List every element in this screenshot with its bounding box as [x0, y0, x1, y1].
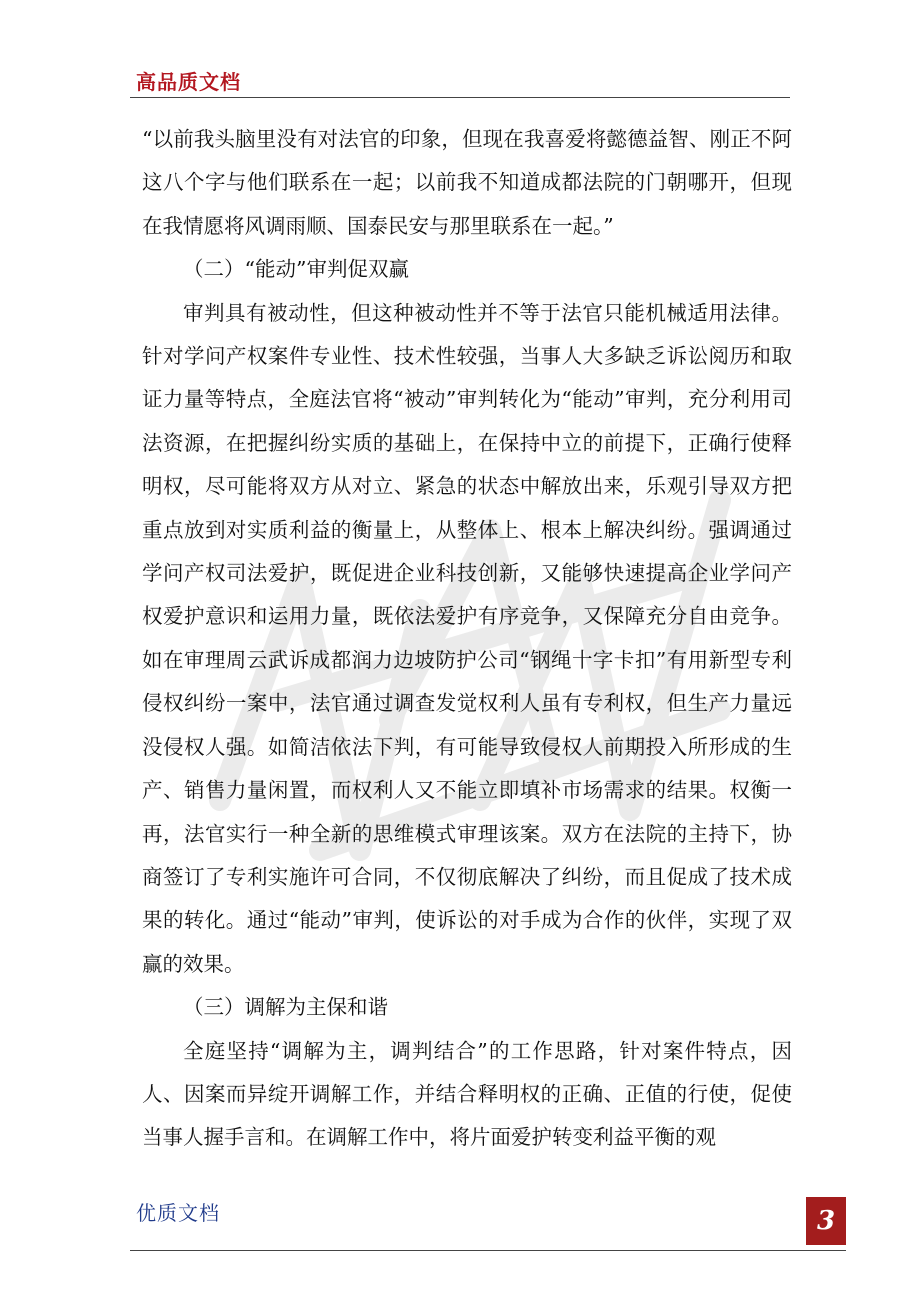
- paragraph-active-trial: 审判具有被动性，但这种被动性并不等于法官只能机械适用法律。针对学问产权案件专业性、技术性较强，当事人大多缺乏诉讼阅历和取证力量等特点，全庭法官将“被动”审判转化为“能动”审判，充分利用司法资源，在把握纠纷实质的基础上，在保持中立的前提下，正确行使释明权，尽可能将双方从对立、紧急的状态中解放出来，乐观引导双方把重点放到对实质利益的衡量上，从整体上、根本上解决纠纷。强调通过学问产权司法爱护，既促进企业科技创新，又能够快速提高企业学问产权爱护意识和运用力量，既依法爱护有序竞争，又保障充分自由竞争。如在审理周云武诉成都润力边坡防护公司“钢绳十字卡扣”有用新型专利侵权纠纷一案中，法官通过调查发觉权利人虽有专利权，但生产力量远没侵权人强。如简洁依法下判，有可能导致侵权人前期投入所形成的生产、销售力量闲置，而权利人又不能立即填补市场需求的结果。权衡一再，法官实行一种全新的思维模式审理该案。双方在法院的主持下，协商签订了专利实施许可合同，不仅彻底解决了纠纷，而且促成了技术成果的转化。通过“能动”审判，使诉讼的对手成为合作的伙伴，实现了双赢的效果。: [142, 300, 792, 976]
- header-divider: [130, 97, 790, 98]
- paragraph-quote: “以前我头脑里没有对法官的印象，但现在我喜爱将懿德益智、刚正不阿这八个字与他们联系在一起；以前我不知道成都法院的门朝哪开，但现在我情愿将风调雨顺、国泰民安与那里联系在一起。”: [142, 127, 792, 238]
- section-heading-2: （二）“能动”审判促双赢: [183, 257, 409, 282]
- page-number-badge: 3: [806, 1197, 846, 1245]
- document-body: [142, 118, 792, 1160]
- footer-title: 优质文档: [136, 1201, 220, 1225]
- header-title: 高品质文档: [136, 70, 241, 94]
- footer-divider: [130, 1250, 846, 1251]
- section-heading-3: （三）调解为主保和谐: [183, 995, 388, 1020]
- paragraph-mediation: 全庭坚持“调解为主，调判结合”的工作思路，针对案件特点，因人、因案而异绽开调解工作，并结合释明权的正确、正值的行使，促使当事人握手言和。在调解工作中，将片面爱护转变利益平衡的观: [142, 1038, 792, 1150]
